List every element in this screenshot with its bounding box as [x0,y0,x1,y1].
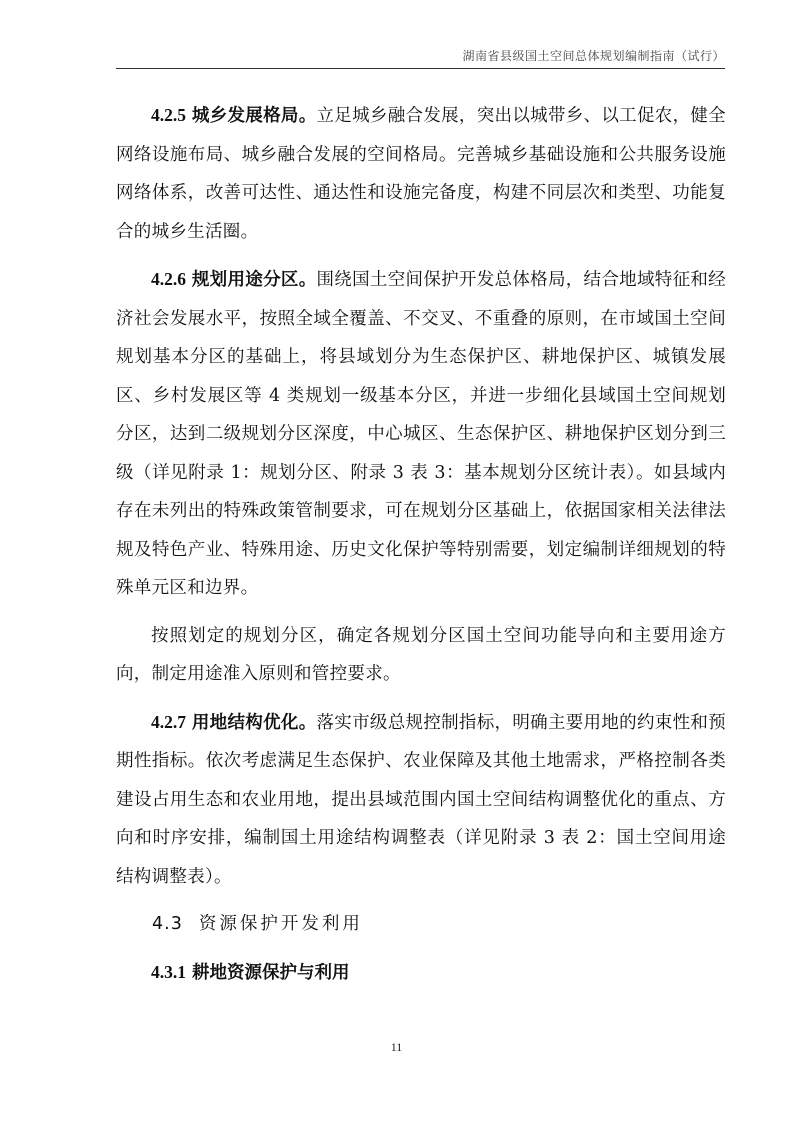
paragraph-use-zones [116,617,726,694]
clause-heading: 城乡发展格局。 [191,106,317,126]
paragraph-4-2-5 [116,96,726,251]
paragraph-4-2-6 [116,260,726,608]
paragraph-text: 落实市级总规控制指标，明确主要用地的约束性和预期性指标。依次考虑满足生态保护、农业保障及其他土地需求，严格控制各类建设占用生态和农业用地，提出县域范围内国土空间结构调整优化的重点、方向和时序安排，编制国土用途结构调整表（详见附录 3 表 2：国土空间用途结构调整表）。 [116,712,726,887]
clause-number: 4.2.7 [151,711,186,732]
section-heading-4-3 [116,905,726,944]
paragraph-4-2-7 [116,703,726,897]
subsection-title: 耕地资源保护与利用 [192,962,350,983]
clause-heading: 用地结构优化。 [191,712,317,733]
document-title: 湖南省县级国土空间总体规划编制指南（试行） [462,49,725,63]
paragraph-text: 按照划定的规划分区，确定各规划分区国土空间功能导向和主要用途方向，制定用途准入原则和管控要求。 [116,625,726,684]
paragraph-text: 立足城乡融合发展，突出以城带乡、以工促农，健全网络设施布局、城乡融合发展的空间格局。完善城乡基础设施和公共服务设施网络体系，改善可达性、通达性和设施完备度，构建不同层次和类型、功能复合的城乡生活圈。 [116,106,726,242]
document-body [116,96,726,992]
clause-number: 4.2.6 [151,269,186,289]
clause-heading: 规划用途分区。 [191,270,317,290]
paragraph-text: 围绕国土空间保护开发总体格局，结合地域特征和经济社会发展水平，按照全域全覆盖、不交叉、不重叠的原则，在市域国土空间规划基本分区的基础上，将县域划分为生态保护区、耕地保护区、城镇发展区、乡村发展区等 4 类规划一级基本分区，并进一步细化县域国土空间规划分区，达到二级规划分区深度，中心城区、生态保护区、耕地保护区划分到三级（详见附录 1：规划分区、附录 3 表 3：基本规划分区统计表）。如县域内存在未列出的特殊政策管制要求，可在规划分区基础上，依据国家相关法律法规及特色产业、特殊用途、历史文化保护等特别需要，划定编制详细规划的特殊单元区和边界。 [116,270,726,598]
page-header [116,40,725,69]
clause-number: 4.2.5 [151,105,186,125]
section-title: 资源保护开发利用 [198,914,363,934]
page-number: 11 [390,1040,403,1054]
subsection-heading-4-3-1 [116,953,726,993]
section-number: 4.3 [152,914,183,934]
subsection-number: 4.3.1 [151,961,186,982]
